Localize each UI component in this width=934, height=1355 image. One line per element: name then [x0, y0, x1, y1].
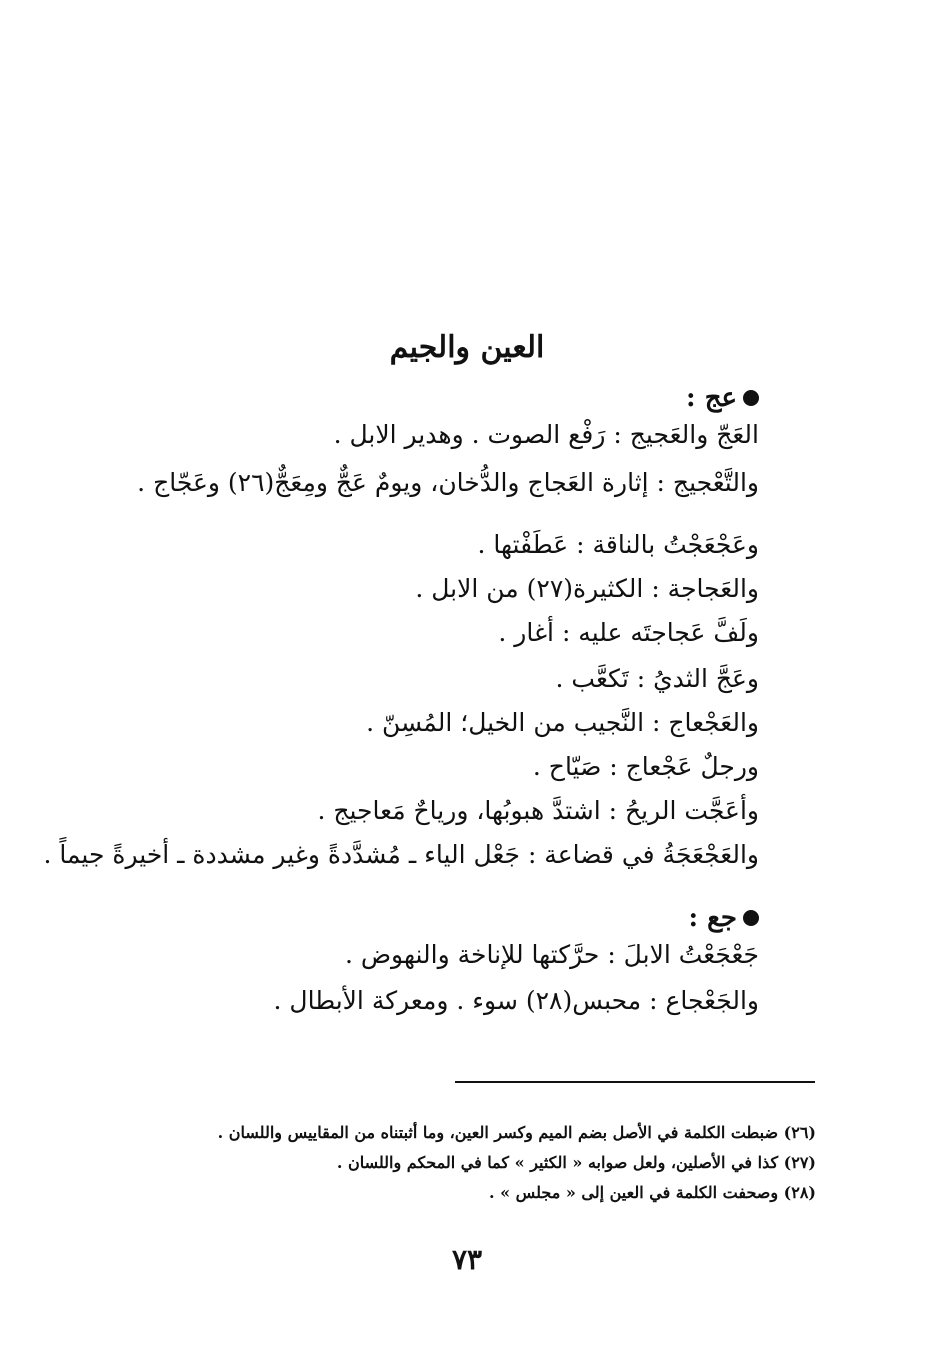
bullet-icon [743, 390, 759, 406]
entry-line: ولَفَّ عَجاجتَه عليه : أغار . [498, 618, 759, 647]
entry-line: وعَجْعَجْتُ بالناقة : عَطَفْتها . [477, 530, 759, 559]
entry-line: العَجّ والعَجيج : رَفْع الصوت . وهدير الابل . [333, 420, 759, 449]
section-ajj [43, 378, 759, 878]
section-heading [119, 898, 759, 938]
entry-line: والعَجاجة : الكثيرة(٢٧) من الابل . [415, 574, 759, 603]
bullet-icon [743, 910, 759, 926]
entry-line: والعَجْعَجَةُ في قضاعة : جَعْل الياء ـ مُشدَّدةً وغير مشددة ـ أخيرةً جيماً . [43, 840, 759, 869]
page-number: ٧٣ [451, 1243, 483, 1276]
section-heading-text: عج : [686, 383, 737, 413]
entry-line: ورجلٌ عَجْعاج : صَيّاح . [532, 752, 759, 781]
entry-line: والتَّعْجيج : إثارة العَجاج والدُّخان، ويومٌ عَجٌّ ومِعَجٌّ(٢٦) وعَجّاج . [137, 468, 759, 497]
entry-line: وأعَجَّت الريحُ : اشتدَّ هبوبُها، ورياحٌ مَعاجيج . [317, 796, 759, 825]
entry-line: والجَعْجاع : محبس(٢٨) سوء . ومعركة الأبطال . [273, 986, 759, 1015]
page-title: العين والجيم [389, 330, 545, 365]
section-heading-text: جع : [688, 903, 737, 933]
footnotes [96, 1118, 816, 1208]
section-heading [119, 378, 759, 418]
entry-line: جَعْجَعْتُ الابلَ : حرَّكتها للإناخة والنهوض . [344, 940, 759, 969]
footnote: (٢٨) وصحفت الكلمة في العين إلى « مجلس » . [488, 1183, 816, 1202]
entry-line: والعَجْعاج : النَّجيب من الخيل؛ المُسِنّ . [366, 708, 759, 737]
section-jaa [119, 898, 759, 1028]
entry-line: وعَجَّ الثديُ : تَكعَّب . [555, 664, 759, 693]
footnote: (٢٧) كذا في الأصلين، ولعل صوابه « الكثير » كما في المحكم واللسان . [336, 1153, 816, 1172]
footnote: (٢٦) ضبطت الكلمة في الأصل بضم الميم وكسر العين، وما أثبتناه من المقاييس واللسان . [217, 1123, 816, 1142]
footnote-divider [455, 1081, 815, 1083]
